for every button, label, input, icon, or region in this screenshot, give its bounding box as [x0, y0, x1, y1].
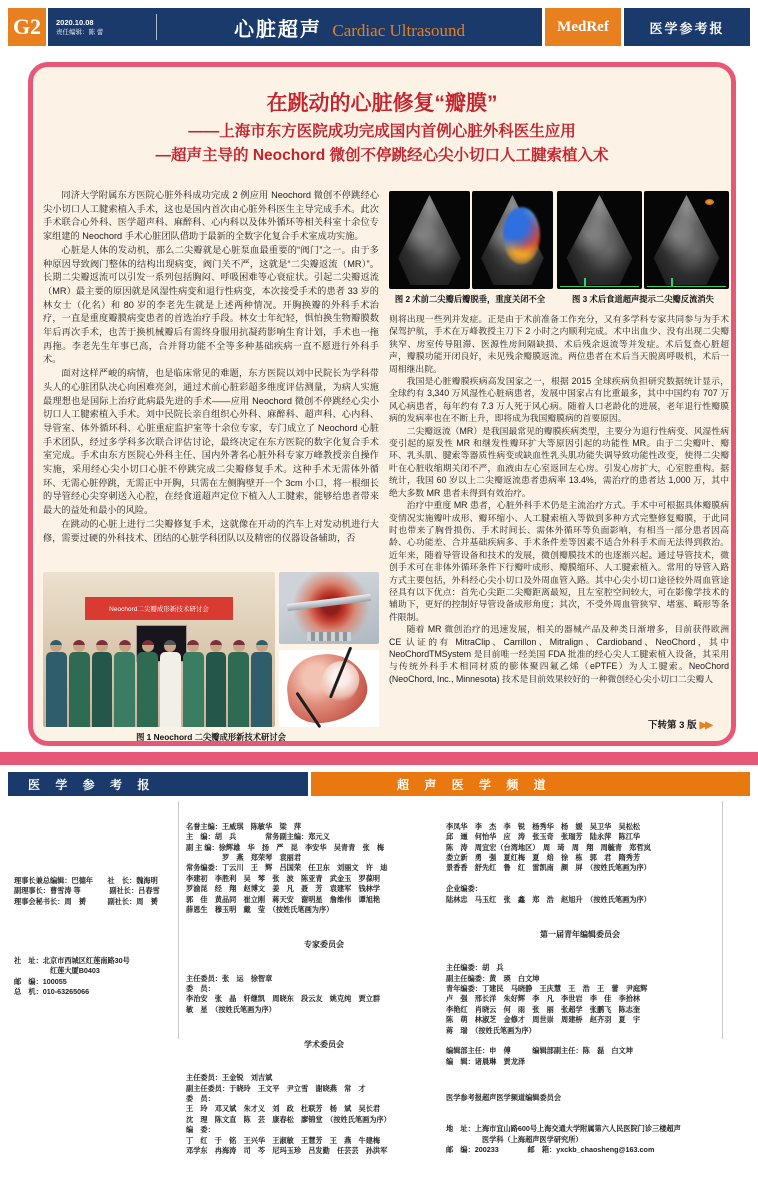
continued-on-page-note	[648, 717, 711, 731]
instrument-blade	[307, 632, 351, 641]
masthead-line: 常务编委：丁云川 王 辉 吕国荣 任卫东 刘丽文 许 迪	[186, 863, 388, 873]
figure3-caption: 图 3 术后食道超声提示二尖瓣反流消失	[572, 294, 714, 304]
masthead-line: 副主任编委：黄 瑛 白文坤	[446, 973, 540, 983]
masthead-line: 陈 涛 周宜宏（台湾地区） 周 琦 周 翔 周毓青 郑哲岚	[446, 842, 651, 852]
article-subtitle-1: ——上海市东方医院成功完成国内首例心脏外科医生应用	[188, 123, 576, 140]
ultrasound-image-post-2	[644, 191, 729, 289]
masthead-line: 青年编委：丁建民 马晓静 王庆慧 王 浩 王 蕾 尹庭辉	[446, 983, 648, 993]
masthead-line: 副 主 编：徐辉雄 华 扬 严 昆 李安华 吴青青 张 梅	[186, 842, 385, 852]
medref-badge: MedRef	[545, 8, 621, 46]
masthead-line: 娄立新 勇 强 夏红梅 夏 焙 徐 栋 郭 君 隋秀芳	[446, 853, 641, 863]
surgical-team-figures	[43, 640, 275, 727]
section-title	[157, 13, 542, 42]
article-paragraph: 二尖瓣返流（MR）是我国最常见的瓣膜疾病类型，主要分为退行性病变、风湿性病变引起的原发性 MR 和继发性瓣环扩大等原因引起的功能性 MR。由于二尖瓣叶、瓣环、乳头肌、腱索等器质性病变或缺血性乳头肌功能失调导致功能性改变，使得二尖瓣叶在心脏收缩期关闭不严，血液由左心室返回左心房。引发心房扩大，心室腔重构。据统计，我国 60 岁以上二尖瓣返流患者患病率 13.4%，需治疗的患者达 1,000 万，其中绝大多数 MR 患者未得到有效治疗。	[389, 425, 729, 498]
masthead-line: 副理事长：曹雪涛 等 副社长：吕春雪	[14, 886, 160, 896]
masthead-line: 编 辑：诸晨琳 贾龙泽	[446, 1056, 526, 1066]
section-title-en: Cardiac Ultrasound	[332, 20, 466, 40]
masthead-line: 薛恩生 穆玉明 戴 莹 （按姓氏笔画为序）	[186, 905, 334, 915]
masthead-line: 主任委员：王金锐 刘吉斌	[186, 1073, 273, 1083]
ultrasound-figure-pre-op	[389, 191, 553, 289]
footer-column-divider	[722, 801, 723, 1039]
expert-committee-rows	[186, 974, 462, 1016]
masthead-line: 社 址：北京市西城区红莲南路30号	[14, 955, 130, 965]
article-paragraph: 面对这样严峻的病情，也是临床常见的难题，东方医院以刘中民院长为学科带头人的心脏团队决心向困难亮剑，通过术前心脏彩超多维度评估测量，为病人实施最理想也是国际上治疗此病最先进的手术——应用 Neochord 微创不停跳经心尖小切口人工腱索植入手术。刘中民院长亲自组织心外科、麻醉科、超声科、心内科、导管室、体外循环科、心脏重症监护室等十余位专家，专门成立了 Neochord 心脏手术团队，经过多学科多次联合评估讨论，最终决定在东方医院的数字化复合手术室完成。手术由东方医院心外科主任、国内外著名心脏外科专家万峰教授亲自操作实施，采用经心尖小切口心脏不停跳完成二尖瓣修复手术。这种手术无需体外循环、无需心脏停跳，无需正中开胸，只需在左侧胸壁开一个 3cm 小口，将一根细长的导管经心尖穿刺送入心腔，在经食道超声定位下植入人工腱索，能够给患者带来最大的益处和最小的风险。	[43, 368, 379, 516]
article-right-column	[389, 313, 729, 711]
masthead-line: 理事会秘书长：周 赟 副社长：周 赟	[14, 896, 158, 906]
surgery-photo	[279, 572, 379, 644]
channel-exec-rows	[186, 822, 462, 916]
article-left-column	[43, 189, 379, 567]
masthead-line: 沈 理 陈文直 陈 芸 康春松 廖锦堂 （按姓氏笔画为序）	[186, 1114, 391, 1124]
masthead-line	[446, 1036, 714, 1046]
header-meta	[48, 17, 156, 38]
masthead-line: 卢 强 邢长洋 朱好辉 李 凡 李世岩 李 佳 李拾林	[446, 994, 641, 1004]
masthead-line: 陆林忠 马玉红 张 鑫 郑 浩 赵旭升 （按姓氏笔画为序）	[446, 894, 651, 904]
masthead-line: 陈 萌 林淑芝 金修才 周世崇 周建桥 赵齐羽 夏 宇	[446, 1015, 641, 1025]
academic-committee-title: 学术委员会	[304, 1039, 344, 1049]
ultrasound-figure-post-op	[557, 191, 729, 289]
ultrasound-image-grayscale	[389, 191, 470, 289]
masthead-line: 丁 红 于 铭 王兴华 王淑敏 王慧芳 王 燕 牛建梅	[186, 1135, 381, 1145]
masthead-line: 委 员：	[186, 983, 215, 993]
team-photo	[43, 572, 275, 727]
article-paragraph: 我国是心脏瓣膜疾病高发国家之一，根据 2015 全球疾病负担研究数据统计显示，全球约有 3,340 万风湿性心脏病患者，发展中国家占有比重最多，其中中国约有 707 万风心病患者，每年约有 7.3 万人死于风心病。随着人口老龄化的进展，老年退行性瓣膜病的发病率也在不断上升，即将成为我国瓣膜病的首要原因。	[389, 376, 729, 424]
person-figure	[46, 652, 67, 727]
person-figure	[69, 652, 90, 727]
ultrasound-image-post-1	[557, 191, 642, 289]
editorial-board-continued-rows	[446, 822, 714, 905]
heart-illustration-image	[279, 650, 379, 727]
channel-editorial-column-2	[446, 801, 714, 1176]
person-figure	[206, 652, 227, 727]
masthead-line: 李凤华 李 杰 李 锐 杨秀华 杨 媛 吴卫华 吴松松	[446, 821, 641, 831]
masthead-line: 蒋 瑞 （按姓氏笔画为序）	[446, 1025, 536, 1035]
person-figure	[92, 652, 113, 727]
person-figure	[228, 652, 249, 727]
masthead-line: 李艳红 肖晓云 何 雨 张 丽 张超学 张鹏飞 陈志奎	[446, 1004, 641, 1014]
paper-address	[14, 956, 174, 998]
paper-masthead-header: 医 学 参 考 报	[8, 772, 308, 796]
continue-text: 下转第 3 版	[648, 720, 697, 731]
masthead-line: 李治安 张 晶 轩继凯 周晓东 段云友 姚克纯 贾立群	[186, 994, 381, 1004]
channel-office-title: 医学参考报超声医学频道编辑委员会	[446, 1092, 562, 1102]
masthead-line: 主任编委：胡 兵	[446, 963, 504, 973]
article-paragraph: 则将出现一些列并发症。正是由于术前准备工作充分，又有多学科专家共同参与为手术保驾护航，手术在万峰教授主刀下 2 小时之内顺利完成。术中出血少、没有出现二尖瓣狭窄、房室传导阻滞、医源性房间隔缺损、术后残余返流等并发症。术后复查心脏超声，瓣膜功能开闭良好，未见残余瓣膜返流。两位患者在术后当天脱离呼吸机，术后一周相继出院。	[389, 314, 729, 374]
masthead-line: 主任委员：张 运 徐智章	[186, 973, 273, 983]
figure1-caption: 图 1 Neochord 二尖瓣成形新技术研讨会	[136, 732, 286, 742]
paper-masthead-column	[14, 801, 174, 1018]
section-title-cn: 心脏超声	[233, 18, 322, 41]
main-article	[28, 62, 736, 746]
masthead-line: 地 址：上海市宜山路600号上海交通大学附属第六人民医院门诊三楼超声	[446, 1124, 681, 1134]
masthead-line: 邮 编：100055	[14, 976, 67, 986]
issue-date: 2020.10.08	[56, 17, 94, 27]
duty-editor: 责任编辑：陈 蕾	[56, 28, 104, 36]
masthead-line: 邮 编：200233 邮 箱：yxckb_chaosheng@163.com	[446, 1145, 655, 1154]
channel-office-rows	[446, 1124, 714, 1155]
seminar-banner: Neochord二尖瓣成形新技术研讨会	[85, 597, 233, 620]
article-paragraph: 在跳动的心脏上进行二尖瓣修复手术，这就像在开动的汽车上对发动机进行大修，需要过硬的外科技术、团结的心脏学科团队以及精密的仪器设备辅助，否	[43, 518, 379, 543]
article-subtitle-2: —超声主导的 Neochord 微创不停跳经心尖小切口人工腱索植入术	[155, 147, 609, 164]
article-paragraph: 随着 MR 微创治疗的迅速发展，相关的器械产品及种类日渐增多，目前获得欧洲 CE 认证的有 MitraClip、Carrillon、Mitralign、Cardioband、NeoChord，其中 NeoChordTMSystem 是目前唯一经美国 FDA 批准的经心尖人工腱索植入设备，其采用与传统外科手术相同材质的膨体聚四氟乙烯（ePTFE）为人工腱索。NeoChord (NeoChord, Inc., Minnesota) 技术是目前效果较好的一种微创经心尖小切口二尖瓣人	[389, 624, 729, 684]
next-page-arrow-icon: ▶▶	[699, 720, 711, 731]
masthead-line: 敏 星 （按姓氏笔画为序）	[186, 1004, 276, 1014]
masthead-line: 景香香 舒先红 鲁 红 雷凯南 颜 屏 （按姓氏笔画为序）	[446, 863, 651, 873]
pink-divider-band	[0, 752, 758, 765]
masthead-line: 副主任委员：于晓玲 王文平 尹立雪 谢晓燕 常 才	[186, 1083, 366, 1093]
paper-leaders	[14, 876, 174, 907]
article-paragraph: 治疗中重度 MR 患者，心脏外科手术仍是主流治疗方式。手术中可根据具体瓣膜病变情况实施瓣叶成形、瓣环缩小、人工腱索植入等做到多种方式完整修复瓣膜，于此同时也带来了胸骨损伤、手术时间长、需体外循环等负面影响，有相当一部分患者因高龄、心功能差、合并基础疾病多、手术条件差等因素不适合外科手术而无法得到救治。近年来，随着导管设备和技术的发展，微创瓣膜技术的也逐渐兴起。通过导管技术，微创手术可在非体外循环条件下行瓣叶成形、瓣膜缩环、人工腱索植入。常用的导管入路方式主要包括，外科经心尖小切口及外周血管入路。其中心尖小切口途径较外周血管途径具有以下优点：首先心尖距二尖瓣距离最短，且左室腔空间较大，可在影像学技术的辅助下，更好的控制好导管设备成形角度；其次，不受外周血管狭窄、堵塞、畸形等条件限制。	[389, 500, 729, 622]
masthead-line: 郭 佳 黄品同 崔立刚 蒋天安 谢明星 詹维伟 谭旭艳	[186, 894, 381, 904]
article-paragraph: 心脏是人体的发动机，那么二尖瓣就是心脏泵血最重要的“阀门”之一。由于多种原因导致阀门整体的结构出现病变，阀门关不严，这就是“二尖瓣返流（MR）”。长期二尖瓣返流可以引发一系列包括胸闷、呼吸困难等心衰症状。引起二尖瓣返流（MR）最主要的原因就是风湿性病变和退行性病变，本次接受手术的患者 33 岁的林女士（化名）和 80 岁的李老先生就是上述两种情况。开胸换瓣的外科手术治疗，一直是重度瓣膜病变患者的首选治疗手段。林女士年纪轻，惧怕换生物瓣膜数年后再次手术，也苦于换机械瓣后有需终身服用抗凝药影响生育计划，手术也一拖再拖。李老先生年事已高，合并肾功能不全等多种基础疾病一直不愿进行外科手术。	[43, 244, 379, 365]
masthead-line	[446, 874, 714, 884]
channel-editorial-column	[186, 801, 462, 1177]
header-bar	[48, 8, 542, 46]
masthead-line: 编 委：	[186, 1125, 215, 1135]
masthead-line: 罗渝昆 经 翔 赵博文 姜 凡 聂 芳 袁建军 钱林学	[186, 884, 381, 894]
youth-committee-rows	[446, 963, 714, 1067]
channel-masthead-header: 超 声 医 学 频 道	[311, 772, 750, 796]
masthead-line: 企业编委：	[446, 884, 482, 894]
brand-name: 医学参考报	[624, 8, 750, 46]
retractor-instrument	[287, 594, 371, 611]
masthead-line: 编辑部主任：申 傅 编辑部副主任：陈 磊 白文坤	[446, 1046, 633, 1056]
masthead-line: 主 编：胡 兵 常务副主编：郑元义	[186, 832, 330, 842]
footer-column-divider	[178, 801, 179, 1039]
masthead-line: 理事长兼总编辑：巴德年 社 长：魏海明	[14, 875, 158, 885]
masthead-line: 医学科（上海超声医学研究所）	[446, 1134, 583, 1144]
article-title: 在跳动的心脏修复“瓣膜”	[266, 92, 498, 115]
person-figure	[114, 652, 135, 727]
masthead-line: 总 机：010-63265066	[14, 987, 90, 997]
masthead-line: 邱 逦 何怡华 应 涛 张玉奇 张瑞芳 陆永萍 陈江华	[446, 832, 641, 842]
masthead-line: 王 玲 邓又斌 朱才义 刘 政 杜联芳 杨 斌 吴长君	[186, 1104, 381, 1114]
youth-committee-title: 第一届青年编辑委员会	[540, 929, 620, 939]
person-figure	[183, 652, 204, 727]
ultrasound-image-doppler	[472, 191, 553, 289]
person-figure	[137, 652, 158, 727]
page-number-badge: G2	[8, 8, 46, 46]
masthead-line: 委 员：	[186, 1093, 215, 1103]
masthead-line: 邓学东 冉海涛 司 芩 尼玛玉珍 吕发勤 任芸芸 孙洪军	[186, 1146, 388, 1155]
article-paragraph: 同济大学附属东方医院心脏外科成功完成 2 例应用 Neochord 微创不停跳经心尖小切口人工腱索植入手术，这也是国内首次由心脏外科医生主导完成手术。此次手术联合心外科、医学超声科、麻醉科、心内科以及体外循环等相关科室十余位专家组建的 Neochord 手术心脏团队借助于最新的全数字化复合手术室成功实施。	[43, 190, 379, 242]
person-figure	[160, 652, 181, 727]
masthead-line: 名誉主编：王威琪 陈敏华 梁 萍	[186, 821, 302, 831]
masthead-line: 红莲大厦B0403	[14, 966, 100, 976]
masthead-line: 罗 燕 郑荣琴 袁丽君	[186, 853, 302, 863]
expert-committee-title: 专家委员会	[304, 940, 344, 950]
figure2-caption: 图 2 术前二尖瓣后瓣脱垂，重度关闭不全	[394, 294, 546, 304]
person-figure	[251, 652, 272, 727]
academic-committee-rows	[186, 1073, 462, 1156]
masthead-line: 李建初 李胜利 吴 棽 张 波 陈亚青 武金玉 罗葆明	[186, 873, 381, 883]
